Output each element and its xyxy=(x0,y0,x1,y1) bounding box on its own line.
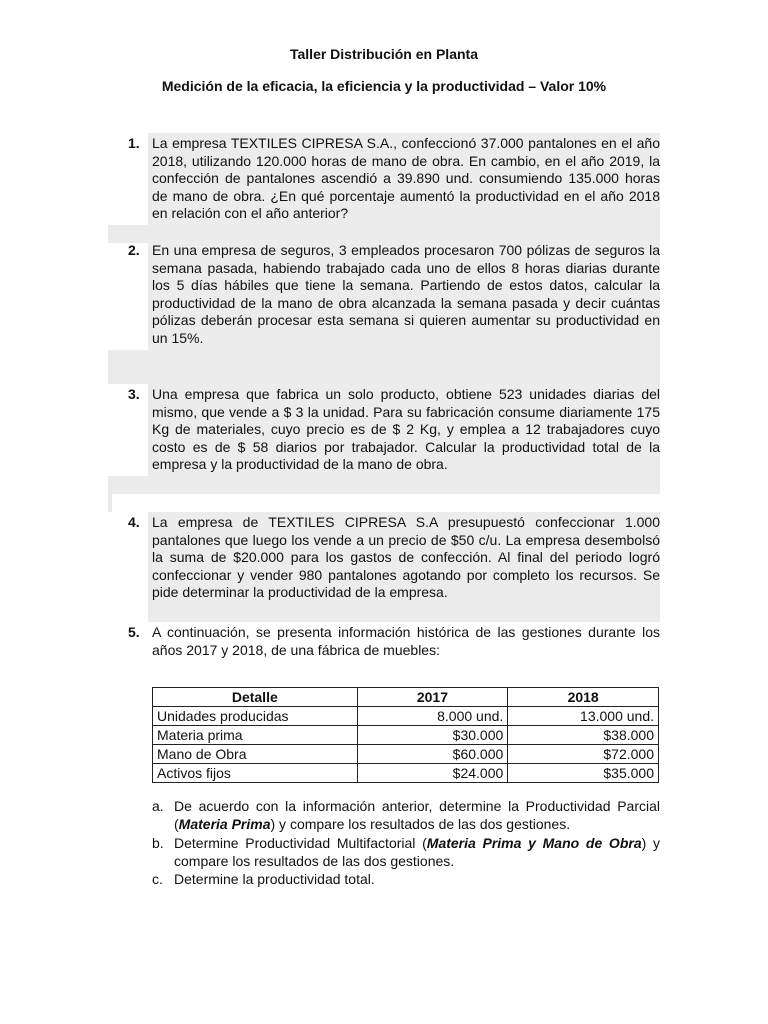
table-cell: $30.000 xyxy=(357,726,508,745)
emphasis-text: Materia Prima xyxy=(178,815,271,832)
table-row xyxy=(153,764,659,783)
question-text: La empresa de TEXTILES CIPRESA S.A presupuestó confeccionar 1.000 pantalones que luego los vende a un precio de $50 c/u. La empresa desembolsó la suma de $20.000 para los gastos de confección. Al final del periodo logró confeccionar y vender 980 pantalones agotando por completo los recursos. Se pide determinar la productividad de la empresa. xyxy=(152,514,660,600)
question-text: Una empresa que fabrica un solo producto, obtiene 523 unidades diarias del mismo, que vende a $ 3 la unidad. Para su fabricación consume diariamente 175 Kg de materiales, cuyo precio es de $ 2 Kg, y emplea a 12 trabajadores cuyo costo es de $ 58 diarios por trabajador. Calcular la productividad total de la empresa y la productividad de la mano de obra. xyxy=(152,386,660,472)
question-text: A continuación, se presenta información histórica de las gestiones durante los años 2017 y 2018, de una fábrica de muebles: xyxy=(152,624,660,658)
document-subtitle: Medición de la eficacia, la eficiencia y la productividad – Valor 10% xyxy=(161,78,607,94)
question-number: 1. xyxy=(128,135,140,151)
table-cell: Activos fijos xyxy=(153,764,358,783)
table-cell: 13.000 und. xyxy=(508,707,659,726)
table-cell: $72.000 xyxy=(508,745,659,764)
table-cell: Unidades producidas xyxy=(153,707,358,726)
table-cell: $38.000 xyxy=(508,726,659,745)
subquestion-letter: b. xyxy=(152,835,164,851)
table-row xyxy=(153,726,659,745)
subquestion-letter: a. xyxy=(152,798,164,814)
table-cell: $60.000 xyxy=(357,745,508,764)
shade-band xyxy=(108,494,112,512)
table-row xyxy=(153,745,659,764)
history-table xyxy=(152,687,659,783)
table-header-row xyxy=(153,688,659,707)
question-number: 5. xyxy=(128,624,140,640)
table-header-cell: 2017 xyxy=(357,688,508,707)
table-header-cell: 2018 xyxy=(508,688,659,707)
table-cell: $35.000 xyxy=(508,764,659,783)
question-number: 2. xyxy=(128,242,140,258)
table-cell: $24.000 xyxy=(357,764,508,783)
subquestion-letter: c. xyxy=(152,871,163,887)
table-cell: Materia prima xyxy=(153,726,358,745)
table-header-cell: Detalle xyxy=(153,688,358,707)
question-number: 4. xyxy=(128,514,140,530)
table-cell: 8.000 und. xyxy=(357,707,508,726)
subquestion-text: Determine la productividad total. xyxy=(174,871,375,887)
emphasis-text: Materia Prima y Mano de Obra xyxy=(426,835,642,851)
question-text: En una empresa de seguros, 3 empleados procesaron 700 pólizas de seguros la semana pasada, habiendo trabajado cada uno de ellos 8 horas diarias durante los 5 días hábiles que tiene la semana. Partiendo de estos datos, calcular la productividad de la mano de obra alcanzada la semana pasada y decir cuántas pólizas deberán procesar esta semana si quieren aumentar su productividad en un 15%. xyxy=(152,242,660,346)
question-text: La empresa TEXTILES CIPRESA S.A., confeccionó 37.000 pantalones en el año 2018, utilizando 120.000 horas de mano de obra. En cambio, en el año 2019, la confección de pantalones ascendió a 39.890 und. consumiendo 135.000 horas de mano de obra. ¿En qué porcentaje aumentó la productividad en el año 2018 en relación con el año anterior? xyxy=(152,135,660,221)
question-number: 3. xyxy=(128,386,140,402)
table-cell: Mano de Obra xyxy=(153,745,358,764)
shade-band xyxy=(108,476,660,494)
shade-band xyxy=(108,350,660,384)
table-row xyxy=(153,707,659,726)
subquestion-text: Determine Productividad Multifactorial (Materia Prima y Mano de Obra) y compare los resultados de las dos gestiones. xyxy=(174,835,660,869)
document-title: Taller Distribución en Planta xyxy=(289,46,478,62)
shade-band xyxy=(108,225,660,243)
subquestion-text: De acuerdo con la información anterior, determine la Productividad Parcial (Materia Prima) y compare los resultados de las dos gestiones. xyxy=(174,798,660,832)
